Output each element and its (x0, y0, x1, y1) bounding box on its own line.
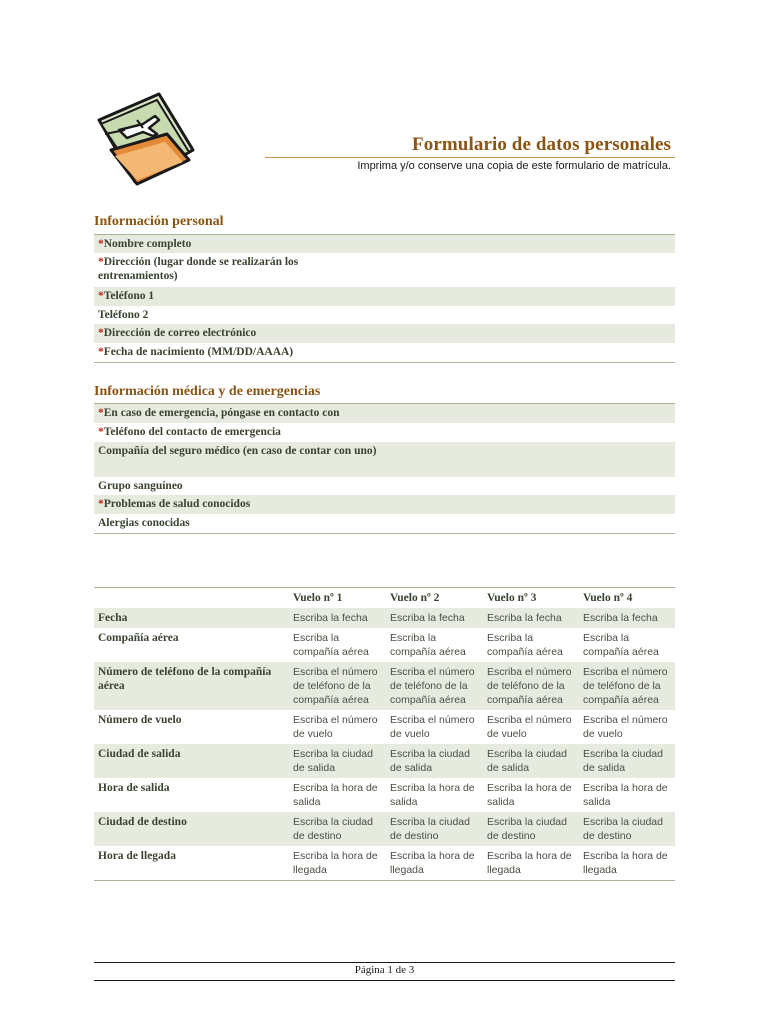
table-cell[interactable]: Escriba la ciudad de salida (289, 744, 386, 778)
table-row (94, 628, 675, 662)
section-divider (94, 533, 675, 534)
field-label: En caso de emergencia, póngase en contacto con (103, 407, 340, 419)
table-cell[interactable]: Escriba la hora de salida (583, 782, 668, 808)
field-telefono-2[interactable] (94, 306, 675, 324)
field-label: Teléfono del contacto de emergencia (103, 426, 281, 438)
row-label: Hora de llegada (94, 846, 289, 881)
table-cell[interactable]: Escriba el número de teléfono de la compañía aérea (386, 662, 483, 710)
row-label: Ciudad de destino (94, 812, 289, 846)
required-marker: * (98, 498, 104, 510)
field-label: Teléfono 2 (98, 309, 149, 321)
column-header: Vuelo nº 1 (289, 588, 386, 609)
title-divider (265, 157, 675, 158)
table-cell[interactable]: Escriba la ciudad de destino (483, 812, 579, 846)
required-marker: * (98, 238, 104, 250)
field-contacto-emergencia[interactable] (94, 404, 675, 423)
table-row (94, 846, 675, 881)
row-label: Número de vuelo (98, 714, 182, 726)
table-cell[interactable]: Escriba la fecha (386, 608, 483, 628)
field-grupo-sanguineo[interactable] (94, 477, 675, 495)
page-number: Página 1 de 3 (354, 964, 415, 976)
table-header-row (94, 588, 675, 609)
field-alergias[interactable] (94, 514, 675, 533)
column-header: Vuelo nº 4 (579, 588, 675, 609)
row-label: Hora de salida (98, 782, 170, 794)
column-header: Vuelo nº 2 (386, 588, 483, 609)
table-cell[interactable]: Escriba la ciudad de salida (579, 744, 675, 778)
field-label: Dirección de correo electrónico (103, 327, 257, 339)
field-nombre-completo[interactable] (94, 235, 675, 253)
section-title-personal: Información personal (94, 214, 224, 229)
required-marker: * (98, 327, 104, 339)
table-cell[interactable]: Escriba la ciudad de destino (386, 812, 483, 846)
table-cell[interactable]: Escriba la hora de salida (293, 782, 378, 808)
table-cell[interactable]: Escriba el número de vuelo (293, 714, 378, 740)
table-cell[interactable]: Escriba la hora de llegada (289, 846, 386, 881)
page-subtitle: Imprima y/o conserve una copia de este formulario de matrícula. (357, 160, 671, 172)
flights-table (94, 587, 675, 881)
column-header: Vuelo nº 3 (483, 588, 579, 609)
row-label: Compañía aérea (98, 632, 179, 644)
medical-info-list (94, 403, 675, 534)
table-cell[interactable]: Escriba el número de vuelo (390, 714, 475, 740)
section-divider (94, 362, 675, 363)
required-marker: * (98, 256, 104, 268)
table-row (94, 662, 675, 710)
footer-divider (94, 980, 675, 981)
personal-info-list (94, 234, 675, 363)
field-correo[interactable] (94, 324, 675, 343)
table-row (94, 608, 675, 628)
field-label: Alergias conocidas (98, 517, 190, 529)
table-cell[interactable]: Escriba la ciudad de salida (483, 744, 579, 778)
row-label: Ciudad de salida (94, 744, 289, 778)
table-cell[interactable]: Escriba el número de vuelo (487, 714, 572, 740)
field-problemas-salud[interactable] (94, 495, 675, 514)
required-marker: * (98, 407, 104, 419)
required-marker: * (98, 290, 104, 302)
field-telefono-emergencia[interactable] (94, 423, 675, 442)
table-row (94, 710, 675, 744)
table-cell[interactable]: Escriba la fecha (579, 608, 675, 628)
column-header (94, 588, 289, 609)
field-label: Problemas de salud conocidos (103, 498, 251, 510)
field-seguro-medico[interactable] (94, 442, 675, 477)
field-label: Nombre completo (103, 238, 192, 250)
table-row (94, 812, 675, 846)
table-row (94, 744, 675, 778)
field-label: Fecha de nacimiento (MM/DD/AAAA) (103, 346, 294, 358)
row-label: Número de teléfono de la compañía aérea (94, 662, 289, 710)
table-cell[interactable]: Escriba la ciudad de destino (289, 812, 386, 846)
table-cell[interactable]: Escriba la compañía aérea (487, 632, 563, 658)
table-cell[interactable]: Escriba la ciudad de salida (386, 744, 483, 778)
section-title-medical: Información médica y de emergencias (94, 384, 321, 399)
table-cell[interactable]: Escriba la compañía aérea (583, 632, 659, 658)
field-fecha-nacimiento[interactable] (94, 343, 675, 362)
table-cell[interactable]: Escriba la hora de llegada (386, 846, 483, 881)
table-cell[interactable]: Escriba la compañía aérea (390, 632, 466, 658)
table-cell[interactable]: Escriba la hora de llegada (579, 846, 675, 881)
table-row (94, 778, 675, 812)
table-cell[interactable]: Escriba el número de vuelo (583, 714, 668, 740)
table-cell[interactable]: Escriba la compañía aérea (293, 632, 369, 658)
footer-divider (94, 962, 675, 963)
required-marker: * (98, 426, 104, 438)
table-cell[interactable]: Escriba la fecha (289, 608, 386, 628)
required-marker: * (98, 346, 104, 358)
field-label: Dirección (lugar donde se realizarán los entrenamientos) (98, 256, 299, 282)
airplane-ticket-icon (97, 90, 197, 190)
page-title: Formulario de datos personales (412, 134, 671, 155)
field-telefono-1[interactable] (94, 287, 675, 306)
table-cell[interactable]: Escriba el número de teléfono de la compañía aérea (483, 662, 579, 710)
table-cell[interactable]: Escriba la hora de salida (390, 782, 475, 808)
table-cell[interactable]: Escriba la hora de llegada (483, 846, 579, 881)
field-direccion[interactable] (94, 253, 675, 287)
field-label: Teléfono 1 (103, 290, 155, 302)
table-cell[interactable]: Escriba la fecha (483, 608, 579, 628)
row-label: Fecha (94, 608, 289, 628)
table-cell[interactable]: Escriba la ciudad de destino (579, 812, 675, 846)
table-cell[interactable]: Escriba la hora de salida (487, 782, 572, 808)
field-label: Compañía del seguro médico (en caso de contar con uno) (98, 445, 377, 457)
table-cell[interactable]: Escriba el número de teléfono de la compañía aérea (289, 662, 386, 710)
table-cell[interactable]: Escriba el número de teléfono de la compañía aérea (579, 662, 675, 710)
field-label: Grupo sanguíneo (98, 480, 183, 492)
